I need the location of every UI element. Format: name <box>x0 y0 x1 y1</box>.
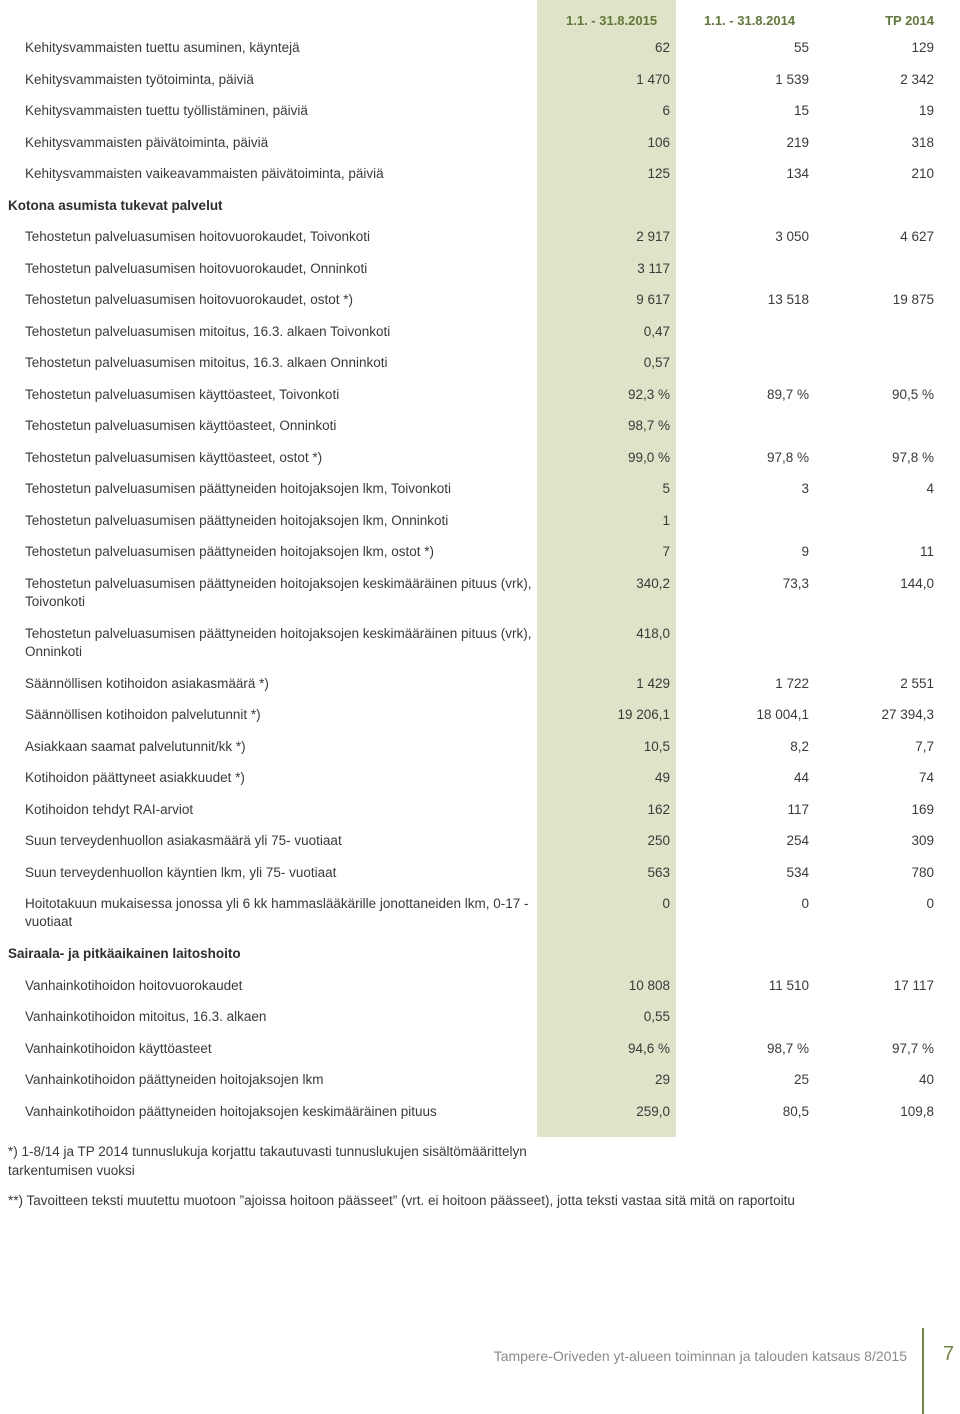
row-label: Kehitysvammaisten tuettu työllistäminen, päiviä <box>25 103 308 118</box>
value-2014: 15 <box>793 103 809 118</box>
value-tp2014: 17 117 <box>893 977 934 993</box>
value-2014: 117 <box>787 801 809 817</box>
value-2015: 250 <box>647 833 670 848</box>
row-label: Vanhainkotihoidon päättyneiden hoitojaksojen keskimääräinen pituus <box>25 1103 437 1119</box>
value-2014: 80,5 <box>782 1103 809 1119</box>
table-row <box>0 323 960 355</box>
value-2014: 1 539 <box>775 71 809 87</box>
value-2015: 418,0 <box>636 625 670 641</box>
value-2015: 6 <box>662 103 670 118</box>
table-row <box>0 71 960 103</box>
table-row <box>0 386 960 418</box>
footer-divider <box>922 1328 924 1414</box>
value-2015: 259,0 <box>636 1103 670 1119</box>
value-2014: 9 <box>801 544 809 559</box>
table-row <box>0 1040 960 1072</box>
value-tp2014: 27 394,3 <box>881 707 934 722</box>
row-label: Tehostetun palveluasumisen käyttöasteet, Toivonkoti <box>25 386 340 402</box>
table-row <box>0 832 960 864</box>
value-2014: 97,8 % <box>766 449 809 465</box>
value-2014: 18 004,1 <box>756 707 809 722</box>
value-tp2014: 780 <box>911 864 934 880</box>
section-header-row <box>0 197 960 229</box>
row-label: Kotihoidon päättyneet asiakkuudet *) <box>25 770 245 785</box>
value-2015: 340,2 <box>636 575 670 591</box>
table-row <box>0 102 960 134</box>
value-2014: 534 <box>786 864 809 880</box>
row-label: Tehostetun palveluasumisen päättyneiden hoitojaksojen keskimääräinen pituus (vrk), Toivonkoti <box>25 575 532 609</box>
value-2014: 0 <box>801 896 809 911</box>
table-row <box>0 165 960 197</box>
row-label: Säännöllisen kotihoidon asiakasmäärä *) <box>25 675 269 691</box>
column-header-2014: 1.1. - 31.8.2014 <box>704 13 796 28</box>
row-label: Kehitysvammaisten päivätoiminta, päiviä <box>25 134 269 150</box>
value-2015: 1 470 <box>636 71 670 87</box>
row-label: Suun terveydenhuollon asiakasmäärä yli 75- vuotiaat <box>25 833 342 848</box>
table-row <box>0 1103 960 1135</box>
table-row <box>0 738 960 770</box>
value-2015: 10 808 <box>628 977 670 993</box>
table-row <box>0 706 960 738</box>
table-row <box>0 675 960 707</box>
value-2014: 254 <box>786 833 809 848</box>
value-2014: 13 518 <box>767 292 809 307</box>
table-row <box>0 769 960 801</box>
value-2014: 3 <box>801 481 809 496</box>
row-label: Tehostetun palveluasumisen päättyneiden hoitojaksojen lkm, Onninkoti <box>25 512 449 528</box>
row-label: Hoitotakuun mukaisessa jonossa yli 6 kk hammaslääkärille jonottaneiden lkm, 0-17 -vuotiaat <box>25 896 529 929</box>
value-2015: 9 617 <box>636 292 670 307</box>
table-row <box>0 39 960 71</box>
value-2015: 7 <box>662 544 670 559</box>
section-title: Kotona asumista tukevat palvelut <box>8 197 223 213</box>
value-2015: 98,7 % <box>627 418 670 433</box>
value-2014: 11 510 <box>768 977 809 993</box>
row-label: Tehostetun palveluasumisen päättyneiden hoitojaksojen keskimääräinen pituus (vrk), Onninkoti <box>25 625 532 659</box>
footnotes <box>8 1143 948 1211</box>
value-2015: 92,3 % <box>627 386 670 402</box>
table-row <box>0 449 960 481</box>
row-label: Asiakkaan saamat palvelutunnit/kk *) <box>25 738 246 754</box>
value-2015: 19 206,1 <box>617 707 670 722</box>
value-2014: 73,3 <box>782 575 809 591</box>
row-label: Tehostetun palveluasumisen päättyneiden hoitojaksojen lkm, ostot *) <box>25 544 434 559</box>
page-number: 7 <box>943 1343 955 1365</box>
value-tp2014: 19 <box>918 103 934 118</box>
value-tp2014: 2 551 <box>900 675 934 691</box>
value-tp2014: 19 875 <box>892 292 934 307</box>
value-2014: 55 <box>793 40 809 55</box>
value-tp2014: 90,5 % <box>891 386 934 402</box>
value-2015: 0,57 <box>643 355 670 370</box>
value-tp2014: 4 627 <box>900 229 934 244</box>
footnote-2: **) Tavoitteen teksti muutettu muotoon ”ajoissa hoitoon päässeet” (vrt. ei hoitoon päässeet), jotta teksti vastaa sitä mitä on raportoitu <box>8 1193 795 1208</box>
table-row <box>0 977 960 1009</box>
table-row <box>0 895 960 945</box>
value-2015: 62 <box>654 40 670 55</box>
value-2015: 99,0 % <box>627 449 670 465</box>
row-label: Tehostetun palveluasumisen mitoitus, 16.3. alkaen Toivonkoti <box>25 323 391 339</box>
value-2015: 1 <box>662 512 670 528</box>
row-label: Säännöllisen kotihoidon palvelutunnit *) <box>25 707 261 722</box>
table-row <box>0 543 960 575</box>
value-2014: 25 <box>793 1072 809 1087</box>
value-tp2014: 169 <box>911 801 934 817</box>
value-2015: 29 <box>654 1072 670 1087</box>
row-label: Kehitysvammaisten työtoiminta, päiviä <box>25 71 254 87</box>
table-row <box>0 1071 960 1103</box>
row-label: Vanhainkotihoidon käyttöasteet <box>25 1040 212 1056</box>
table-row <box>0 291 960 323</box>
value-tp2014: 0 <box>926 896 934 911</box>
value-tp2014: 2 342 <box>900 71 934 87</box>
row-label: Tehostetun palveluasumisen päättyneiden hoitojaksojen lkm, Toivonkoti <box>25 481 452 496</box>
value-2015: 5 <box>662 481 670 496</box>
value-tp2014: 97,8 % <box>891 449 934 465</box>
value-2014: 89,7 % <box>766 386 809 402</box>
value-tp2014: 318 <box>911 134 934 150</box>
value-tp2014: 40 <box>918 1072 934 1087</box>
value-2015: 0 <box>662 896 670 911</box>
row-label: Tehostetun palveluasumisen käyttöasteet, ostot *) <box>25 449 323 465</box>
value-2015: 2 917 <box>636 229 670 244</box>
row-label: Kehitysvammaisten vaikeavammaisten päivätoiminta, päiviä <box>25 166 384 181</box>
value-2015: 106 <box>647 134 670 150</box>
section-header-row <box>0 945 960 977</box>
table-row <box>0 417 960 449</box>
value-2015: 49 <box>654 770 670 785</box>
value-tp2014: 109,8 <box>900 1103 934 1119</box>
table-row <box>0 575 960 625</box>
value-2014: 134 <box>786 166 809 181</box>
table-row <box>0 1008 960 1040</box>
row-label: Tehostetun palveluasumisen hoitovuorokaudet, ostot *) <box>25 292 353 307</box>
table-row <box>0 134 960 166</box>
value-2015: 162 <box>647 801 670 817</box>
value-tp2014: 144,0 <box>900 575 934 591</box>
row-label: Kehitysvammaisten tuettu asuminen, käyntejä <box>25 40 300 55</box>
value-tp2014: 129 <box>911 40 934 55</box>
value-2015: 10,5 <box>643 738 670 754</box>
value-2015: 1 429 <box>636 675 670 691</box>
row-label: Tehostetun palveluasumisen hoitovuorokaudet, Toivonkoti <box>25 229 370 244</box>
row-label: Tehostetun palveluasumisen hoitovuorokaudet, Onninkoti <box>25 260 368 276</box>
value-2015: 125 <box>647 166 670 181</box>
footer-text: Tampere-Oriveden yt-alueen toiminnan ja talouden katsaus 8/2015 <box>493 1348 907 1364</box>
value-2014: 1 722 <box>775 675 809 691</box>
table-row <box>0 512 960 544</box>
value-tp2014: 210 <box>911 166 934 181</box>
row-label: Tehostetun palveluasumisen mitoitus, 16.3. alkaen Onninkoti <box>25 355 388 370</box>
section-title: Sairaala- ja pitkäaikainen laitoshoito <box>8 946 241 961</box>
value-2014: 44 <box>793 770 809 785</box>
row-label: Kotihoidon tehdyt RAI-arviot <box>25 801 194 817</box>
row-label: Tehostetun palveluasumisen käyttöasteet, Onninkoti <box>25 418 337 433</box>
value-2014: 8,2 <box>790 738 809 754</box>
value-tp2014: 4 <box>926 481 934 496</box>
table-row <box>0 228 960 260</box>
value-2015: 0,55 <box>643 1009 670 1024</box>
table-row <box>0 625 960 675</box>
table-row <box>0 480 960 512</box>
table-row <box>0 801 960 833</box>
row-label: Vanhainkotihoidon päättyneiden hoitojaksojen lkm <box>25 1072 324 1087</box>
column-header-2015: 1.1. - 31.8.2015 <box>566 13 658 28</box>
value-2015: 563 <box>647 864 670 880</box>
value-tp2014: 309 <box>911 833 934 848</box>
value-tp2014: 97,7 % <box>891 1040 934 1056</box>
row-label: Vanhainkotihoidon hoitovuorokaudet <box>25 977 243 993</box>
value-tp2014: 11 <box>919 544 934 559</box>
footnote-1: *) 1-8/14 ja TP 2014 tunnuslukuja korjattu takautuvasti tunnuslukujen sisältömäärittelyn tarkentumisen vuoksi <box>8 1144 527 1178</box>
value-tp2014: 74 <box>918 770 934 785</box>
statistics-table <box>0 39 960 1134</box>
column-header-tp2014: TP 2014 <box>885 13 934 28</box>
value-2015: 94,6 % <box>627 1040 670 1056</box>
value-2015: 0,47 <box>643 323 670 339</box>
table-row <box>0 864 960 896</box>
table-row <box>0 354 960 386</box>
value-2014: 219 <box>786 134 809 150</box>
value-2015: 3 117 <box>637 260 670 276</box>
table-row <box>0 260 960 292</box>
row-label: Vanhainkotihoidon mitoitus, 16.3. alkaen <box>25 1009 267 1024</box>
value-2014: 98,7 % <box>766 1040 809 1056</box>
value-tp2014: 7,7 <box>915 738 934 754</box>
row-label: Suun terveydenhuollon käyntien lkm, yli 75- vuotiaat <box>25 864 337 880</box>
value-2014: 3 050 <box>775 229 809 244</box>
